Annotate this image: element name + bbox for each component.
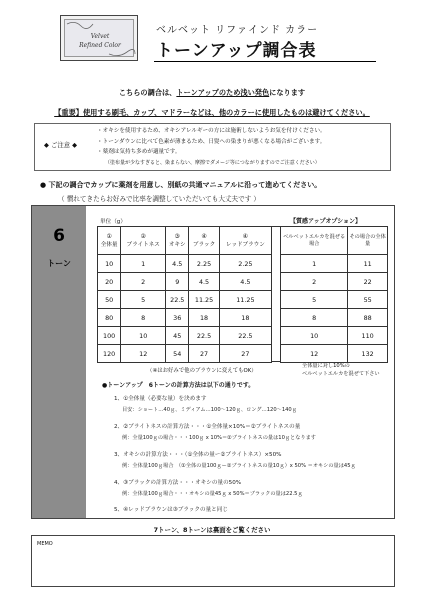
calc-step-1: 1、①全体量（必要な量）を決めます — [114, 396, 207, 402]
header-elka: ベルベットエルカを混ぜる場合 — [281, 227, 348, 255]
option-note-line: 全体量に対し10%の — [302, 363, 350, 369]
calc-step-3: 3、オキシの計算方法・・・（①全体の量ー②ブライトネス）×50% — [114, 452, 282, 458]
calc-heading: ●トーンアップ 6トーンの計算方法は以下の通りです。 — [102, 382, 255, 389]
header-elka-total: その場合の全体量 — [348, 227, 388, 255]
header-brightness: ② ブライトネス — [121, 227, 166, 255]
unit-label: 単位（g） — [100, 219, 126, 225]
caution-item: ・薬剤は気持ち多めが適量です。 — [97, 149, 181, 155]
table-row: 12 132 — [281, 345, 388, 363]
brand-subtitle: ベルベット リファインド カラー — [156, 25, 319, 36]
memo-label: MEMO — [37, 541, 53, 547]
caution-list — [97, 126, 326, 168]
header-red-brown: ④ レッドブラウン — [219, 227, 271, 255]
header-oxy: ③ オキシ — [166, 227, 189, 255]
svg-text:Velvet: Velvet — [90, 33, 110, 40]
header-black: ④ ブラック — [189, 227, 219, 255]
title-underline — [154, 61, 376, 62]
page-title: トーンアップ調合表 — [156, 41, 317, 61]
option-note-line: ベルベットエルカを混ぜて下さい — [302, 371, 380, 377]
table-row: 120 12 54 27 27 — [98, 345, 272, 363]
table-row: 100 10 45 22.5 22.5 — [98, 327, 272, 345]
brand-logo — [60, 15, 138, 61]
option-note — [302, 362, 380, 378]
table-row: 50 5 22.5 11.25 11.25 — [98, 291, 272, 309]
calc-step-2-example: 例：全量100ｇの場合・・・100ｇ x 10%＝②ブライトネスの量は10ｇとなります — [122, 435, 316, 441]
calc-step-4: 4、③ブラックの計算方法・・・オキシの量の50% — [114, 480, 242, 486]
table-row: 2 22 — [281, 273, 388, 291]
table-row: 10 1 4.5 2.25 2.25 — [98, 255, 272, 273]
notice-tone-up — [0, 88, 424, 98]
tone-section — [31, 205, 395, 519]
procedure-subnote: （ 慣れてきたらお好みで比率を調整していただいても大丈夫です ） — [58, 195, 261, 203]
procedure-instruction: ● 下記の調合でカップに薬剤を用意し、別紙の共通マニュアルに沿って進めてください。 — [40, 181, 322, 189]
memo-box — [31, 535, 395, 587]
notice-line1-post: になります — [269, 88, 306, 97]
header-total: ① 全体量 — [98, 227, 121, 255]
caution-item: ・トーンダウンに比べて色素が薄まるため、日髪への染まりが悪くなる場合がございます。 — [97, 138, 326, 145]
table-row: 80 8 36 18 18 — [98, 309, 272, 327]
calc-step-4-example: 例：全体量100ｇ場合・・・オキシの量45ｇ x 50%＝ブラックの量は22.5ｇ — [122, 491, 303, 497]
calc-step-2: 2、②ブライトネスの計算方法・・・①全体量×10%＝②ブライトネスの量 — [114, 424, 301, 430]
mix-table — [97, 226, 272, 363]
table-row: 1 11 — [281, 255, 388, 273]
calc-step-5: 5、④レッドブラウンは③ブラックの量と同じ — [114, 507, 228, 513]
tone-sidebar — [32, 206, 86, 518]
caution-label: ◆ ご注意 ◆ — [44, 141, 78, 149]
caution-note: （塗布量が少なすぎると、染まらない、摩擦でダメージ等につながりますのでご注意ください） — [105, 159, 320, 166]
table-spacer — [272, 226, 280, 362]
option-table — [280, 226, 388, 363]
tone-label: トーン — [47, 259, 71, 268]
notice-line1-emphasis: トーンアップのため浅い発色 — [176, 88, 270, 97]
table-row: 20 2 9 4.5 4.5 — [98, 273, 272, 291]
svg-text:Refined Color: Refined Color — [79, 42, 121, 49]
notice-important: 【重要】使用する刷毛、カップ、マドラーなどは、他のカラーに使用したものは避けてください。 — [54, 108, 370, 117]
logo-artwork — [61, 16, 138, 61]
table-row: 10 110 — [281, 327, 388, 345]
calc-step-1-example: 目安：ショート…40ｇ、ミディアム…100～120ｇ、ロング…120～140ｇ — [122, 407, 297, 413]
notice-line1-pre: こちらの調合は、 — [118, 88, 177, 97]
footer-note: 7トーン、8トーンは裏面をご覧ください — [153, 526, 271, 534]
tone-number: 6 — [53, 226, 65, 246]
table-row: 8 88 — [281, 309, 388, 327]
table-row: 5 55 — [281, 291, 388, 309]
table-note: （④はお好みで他のブラウンに変えてもOK） — [147, 368, 257, 374]
calc-step-3-example: 例：全体量100ｇ場合 （①全体の量100ｇー②ブライトネスの量10ｇ）x 50% ＝オキシの量は45ｇ — [122, 463, 356, 469]
mix-table-header — [98, 227, 272, 255]
caution-box — [34, 123, 391, 171]
option-title: 【質感アップオプション】 — [290, 218, 361, 225]
caution-item: ・オキシを使用するため、オキシアレルギーの方には施術しないようお気を付けください。 — [97, 128, 326, 134]
option-table-header — [281, 227, 388, 255]
